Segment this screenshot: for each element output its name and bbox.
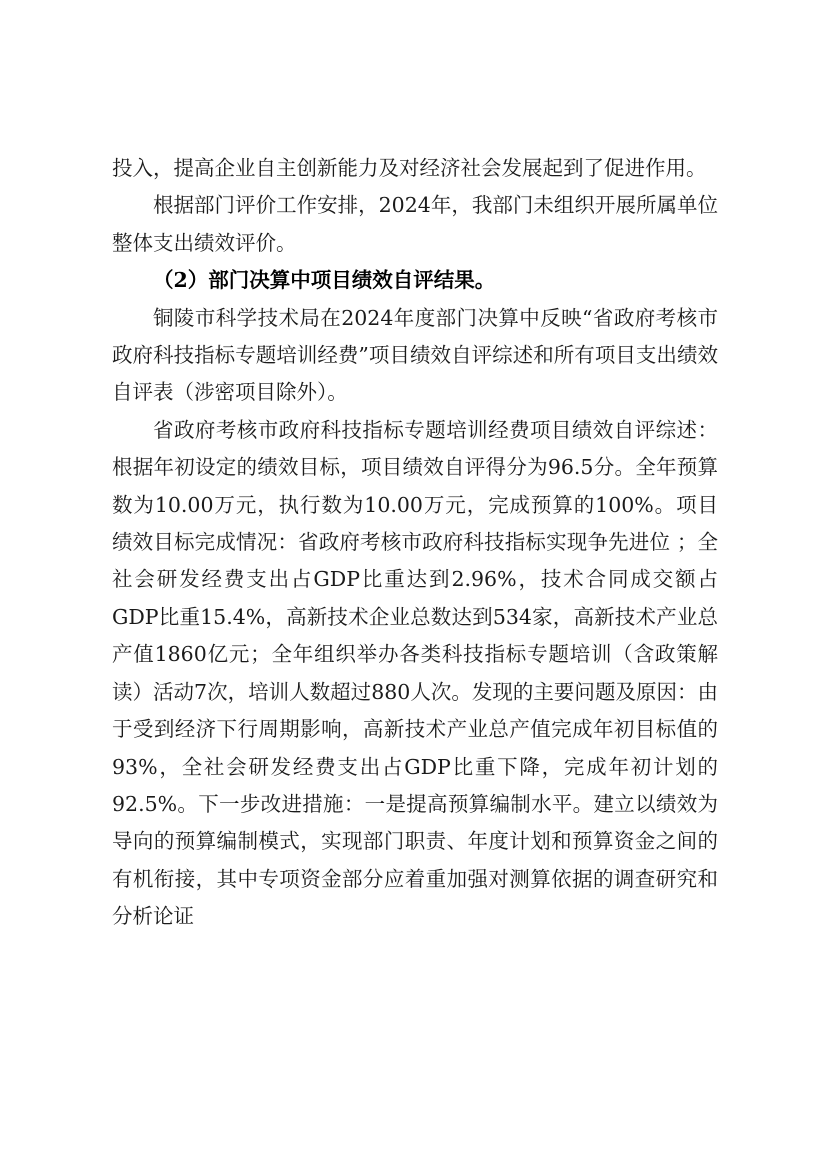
paragraph-final-accounts: 铜陵市科学技术局在2024年度部门决算中反映“省政府考核市政府科技指标专题培训经费”项目绩效自评综述和所有项目支出绩效自评表（涉密项目除外）。 <box>112 305 718 405</box>
paragraph-evaluation-arrangement: 根据部门评价工作安排，2024年，我部门未组织开展所属单位整体支出绩效评价。 <box>112 193 718 255</box>
section-heading: （2）部门决算中项目绩效自评结果。 <box>153 268 496 293</box>
paragraph-continuation: 投入，提高企业自主创新能力及对经济社会发展起到了促进作用。 <box>112 156 707 180</box>
body-text <box>112 150 718 936</box>
paragraph-project-summary: 省政府考核市政府科技指标专题培训经费项目绩效自评综述：根据年初设定的绩效目标，项目绩效自评得分为96.5分。全年预算数为10.00万元，执行数为10.00万元，完成预算的100%。项目绩效目标完成情况：省政府考核市政府科技指标实现争先进位 ；全社会研发经费支出占GDP比重达到2.96%，技术合同成交额占GDP比重15.4%，高新技术企业总数达到534家，高新技术产业总产值1860亿元；全年组织举办各类科技指标专题培训（含政策解读）活动7次，培训人数超过880人次。发现的主要问题及原因：由于受到经济下行周期影响，高新技术产业总产值完成年初目标值的93%，全社会研发经费支出占GDP比重下降，完成年初计划的92.5%。下一步改进措施：一是提高预算编制水平。建立以绩效为导向的预算编制模式，实现部门职责、年度计划和预算资金之间的有机衔接，其中专项资金部分应着重加强对测算依据的调查研究和分析论证 <box>112 417 718 929</box>
